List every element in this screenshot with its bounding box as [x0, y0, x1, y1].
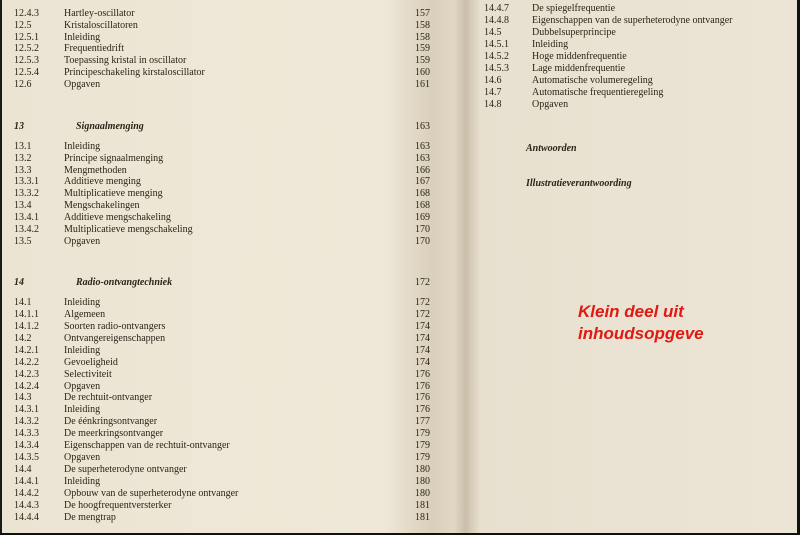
- toc-page-number: 180: [415, 476, 430, 487]
- toc-page-number: 169: [415, 212, 430, 223]
- toc-page-number: 168: [415, 188, 430, 199]
- toc-title: Inleiding: [64, 476, 101, 487]
- toc-number: 14.3.4: [14, 440, 39, 451]
- toc-row: [14, 416, 454, 427]
- toc-title: De spiegelfrequentie: [532, 3, 616, 14]
- toc-row: [14, 32, 454, 43]
- toc-row: [14, 345, 454, 356]
- toc-row: [484, 87, 784, 98]
- toc-page-number: 172: [415, 309, 430, 320]
- toc-title: Eigenschappen van de superheterodyne ontvanger: [532, 15, 733, 26]
- toc-number: 14.4.8: [484, 15, 509, 26]
- toc-page-number: 159: [415, 55, 430, 66]
- toc-title: De superheterodyne ontvanger: [64, 464, 187, 475]
- toc-title: Soorten radio-ontvangers: [64, 321, 166, 332]
- toc-row: [14, 369, 454, 380]
- toc-row: [14, 224, 454, 235]
- toc-number: 14.3.5: [14, 452, 39, 463]
- toc-number: 13.4.2: [14, 224, 39, 235]
- toc-number: 13.3.2: [14, 188, 39, 199]
- book-spread: [2, 0, 798, 533]
- toc-number: 14.4.1: [14, 476, 39, 487]
- toc-number: 14.6: [484, 75, 502, 86]
- left-page-toc: [2, 0, 458, 533]
- toc-title: Inleiding: [64, 32, 101, 43]
- toc-title: Frequentiedrift: [64, 43, 124, 54]
- toc-page-number: 179: [415, 452, 430, 463]
- toc-row: [14, 512, 454, 523]
- toc-page-number: 163: [415, 121, 430, 132]
- toc-title: Multiplicatieve menging: [64, 188, 163, 199]
- toc-row: [14, 212, 454, 223]
- toc-title: Automatische frequentieregeling: [532, 87, 664, 98]
- toc-title: Opbouw van de superheterodyne ontvanger: [64, 488, 239, 499]
- toc-title: Opgaven: [64, 452, 101, 463]
- toc-row: [14, 452, 454, 463]
- toc-row: [14, 404, 454, 415]
- toc-row: [14, 333, 454, 344]
- toc-page-number: 174: [415, 333, 430, 344]
- toc-row: [484, 63, 784, 74]
- toc-row: [14, 141, 454, 152]
- toc-page-number: 179: [415, 428, 430, 439]
- toc-title: Opgaven: [64, 381, 101, 392]
- toc-number: 12.5.4: [14, 67, 39, 78]
- toc-page-number: 172: [415, 277, 430, 288]
- toc-number: 14.4: [14, 464, 32, 475]
- toc-title: Lage middenfrequentie: [532, 63, 626, 74]
- toc-title: Mengmethoden: [64, 165, 127, 176]
- toc-title: De éénkringsontvanger: [64, 416, 158, 427]
- toc-title: Inleiding: [532, 39, 569, 50]
- toc-row: [14, 55, 454, 66]
- toc-page-number: 163: [415, 153, 430, 164]
- toc-number: 14.5.2: [484, 51, 509, 62]
- toc-row: [14, 500, 454, 511]
- annotation-line-1: Klein deel uit: [578, 302, 684, 321]
- toc-title: Inleiding: [64, 297, 101, 308]
- toc-title: Additieve menging: [64, 176, 141, 187]
- toc-page-number: 170: [415, 236, 430, 247]
- toc-title: De rechtuit-ontvanger: [64, 392, 153, 403]
- toc-title: Eigenschappen van de rechtuit-ontvanger: [64, 440, 230, 451]
- toc-number: 14.3.3: [14, 428, 39, 439]
- toc-row: [14, 20, 454, 31]
- toc-number: 14.2.3: [14, 369, 39, 380]
- toc-title: Selectiviteit: [64, 369, 112, 380]
- toc-page-number: 157: [415, 8, 430, 19]
- toc-page-number: 180: [415, 488, 430, 499]
- toc-title: Toepassing kristal in oscillator: [64, 55, 187, 66]
- toc-row: [14, 79, 454, 90]
- toc-page-number: 177: [415, 416, 430, 427]
- toc-number: 13.3.1: [14, 176, 39, 187]
- toc-number: 14.2.1: [14, 345, 39, 356]
- toc-title: Algemeen: [64, 309, 106, 320]
- right-page-toc: [468, 0, 798, 533]
- toc-number: 13.2: [14, 153, 32, 164]
- toc-row: [484, 51, 784, 62]
- toc-number: 14.2.2: [14, 357, 39, 368]
- toc-chapter-row: [14, 121, 454, 132]
- toc-row: [14, 176, 454, 187]
- toc-number: 14: [14, 277, 24, 288]
- toc-number: 14.4.3: [14, 500, 39, 511]
- toc-page-number: 163: [415, 141, 430, 152]
- toc-number: 14.3: [14, 392, 32, 403]
- toc-number: 14.1.1: [14, 309, 39, 320]
- red-annotation: [578, 301, 704, 345]
- toc-page-number: 159: [415, 43, 430, 54]
- toc-number: 13.4.1: [14, 212, 39, 223]
- toc-title: De mengtrap: [64, 512, 116, 523]
- toc-number: 13.1: [14, 141, 32, 152]
- toc-number: 12.5.3: [14, 55, 39, 66]
- toc-number: 12.5: [14, 20, 32, 31]
- toc-page-number: 174: [415, 357, 430, 368]
- toc-row: [14, 464, 454, 475]
- toc-number: 14.4.2: [14, 488, 39, 499]
- toc-page-number: 172: [415, 297, 430, 308]
- toc-title: Ontvangereigenschappen: [64, 333, 166, 344]
- toc-row: [484, 99, 784, 110]
- toc-number: 13: [14, 121, 24, 132]
- toc-row: [14, 357, 454, 368]
- toc-section-heading: Antwoorden: [526, 143, 577, 154]
- toc-chapter-row: [14, 277, 454, 288]
- toc-row: [14, 488, 454, 499]
- toc-page-number: 176: [415, 381, 430, 392]
- toc-title: Mengschakelingen: [64, 200, 140, 211]
- toc-row: [14, 67, 454, 78]
- toc-title: Radio-ontvangtechniek: [76, 277, 173, 288]
- toc-row: [14, 188, 454, 199]
- toc-number: 13.4: [14, 200, 32, 211]
- toc-page-number: 166: [415, 165, 430, 176]
- toc-row: [14, 392, 454, 403]
- toc-title: Hartley-oscillator: [64, 8, 135, 19]
- toc-row: [484, 27, 784, 38]
- toc-title: Opgaven: [532, 99, 569, 110]
- toc-page-number: 161: [415, 79, 430, 90]
- toc-title: Inleiding: [64, 404, 101, 415]
- toc-page-number: 181: [415, 500, 430, 511]
- toc-page-number: 158: [415, 20, 430, 31]
- toc-row: [484, 3, 784, 14]
- toc-row: [484, 15, 784, 26]
- toc-row: [14, 8, 454, 19]
- toc-row: [14, 165, 454, 176]
- toc-title: De meerkringsontvanger: [64, 428, 164, 439]
- toc-title: Gevoeligheid: [64, 357, 118, 368]
- toc-page-number: 176: [415, 404, 430, 415]
- toc-page-number: 179: [415, 440, 430, 451]
- toc-number: 14.4.7: [484, 3, 509, 14]
- toc-page-number: 180: [415, 464, 430, 475]
- toc-title: Signaalmenging: [76, 121, 144, 132]
- toc-number: 14.5.1: [484, 39, 509, 50]
- toc-title: Kristaloscillatoren: [64, 20, 138, 31]
- toc-page-number: 168: [415, 200, 430, 211]
- toc-title: Inleiding: [64, 141, 101, 152]
- toc-number: 14.2: [14, 333, 32, 344]
- toc-page-number: 174: [415, 321, 430, 332]
- toc-title: Opgaven: [64, 79, 101, 90]
- toc-row: [14, 428, 454, 439]
- toc-row: [14, 236, 454, 247]
- toc-number: 12.5.2: [14, 43, 39, 54]
- toc-title: Principe signaalmenging: [64, 153, 164, 164]
- toc-number: 14.2.4: [14, 381, 39, 392]
- toc-row: [484, 39, 784, 50]
- toc-page-number: 158: [415, 32, 430, 43]
- toc-title: Automatische volumeregeling: [532, 75, 653, 86]
- toc-number: 14.7: [484, 87, 502, 98]
- toc-row: [14, 476, 454, 487]
- toc-title: Principeschakeling kirstaloscillator: [64, 67, 205, 78]
- toc-title: Inleiding: [64, 345, 101, 356]
- toc-section-heading: Illustratieverantwoording: [526, 178, 632, 189]
- toc-page-number: 181: [415, 512, 430, 523]
- toc-row: [484, 75, 784, 86]
- toc-number: 13.3: [14, 165, 32, 176]
- annotation-line-2: inhoudsopgeve: [578, 324, 704, 343]
- toc-number: 14.4.4: [14, 512, 39, 523]
- toc-title: De hoogfrequentversterker: [64, 500, 172, 511]
- toc-title: Hoge middenfrequentie: [532, 51, 627, 62]
- toc-page-number: 160: [415, 67, 430, 78]
- toc-number: 14.3.2: [14, 416, 39, 427]
- toc-number: 14.1: [14, 297, 32, 308]
- toc-page-number: 167: [415, 176, 430, 187]
- toc-row: [14, 381, 454, 392]
- toc-number: 14.5.3: [484, 63, 509, 74]
- toc-title: Dubbelsuperprincipe: [532, 27, 616, 38]
- toc-title: Opgaven: [64, 236, 101, 247]
- toc-title: Additieve mengschakeling: [64, 212, 171, 223]
- toc-title: Multiplicatieve mengschakeling: [64, 224, 193, 235]
- toc-row: [14, 321, 454, 332]
- toc-number: 14.5: [484, 27, 502, 38]
- toc-number: 14.3.1: [14, 404, 39, 415]
- toc-number: 12.5.1: [14, 32, 39, 43]
- toc-page-number: 176: [415, 369, 430, 380]
- toc-page-number: 176: [415, 392, 430, 403]
- toc-number: 14.1.2: [14, 321, 39, 332]
- toc-number: 12.6: [14, 79, 32, 90]
- toc-row: [14, 309, 454, 320]
- toc-row: [14, 153, 454, 164]
- toc-row: [14, 200, 454, 211]
- toc-row: [14, 297, 454, 308]
- toc-row: [14, 43, 454, 54]
- toc-page-number: 170: [415, 224, 430, 235]
- toc-number: 14.8: [484, 99, 502, 110]
- toc-row: [14, 440, 454, 451]
- toc-number: 12.4.3: [14, 8, 39, 19]
- toc-number: 13.5: [14, 236, 32, 247]
- toc-page-number: 174: [415, 345, 430, 356]
